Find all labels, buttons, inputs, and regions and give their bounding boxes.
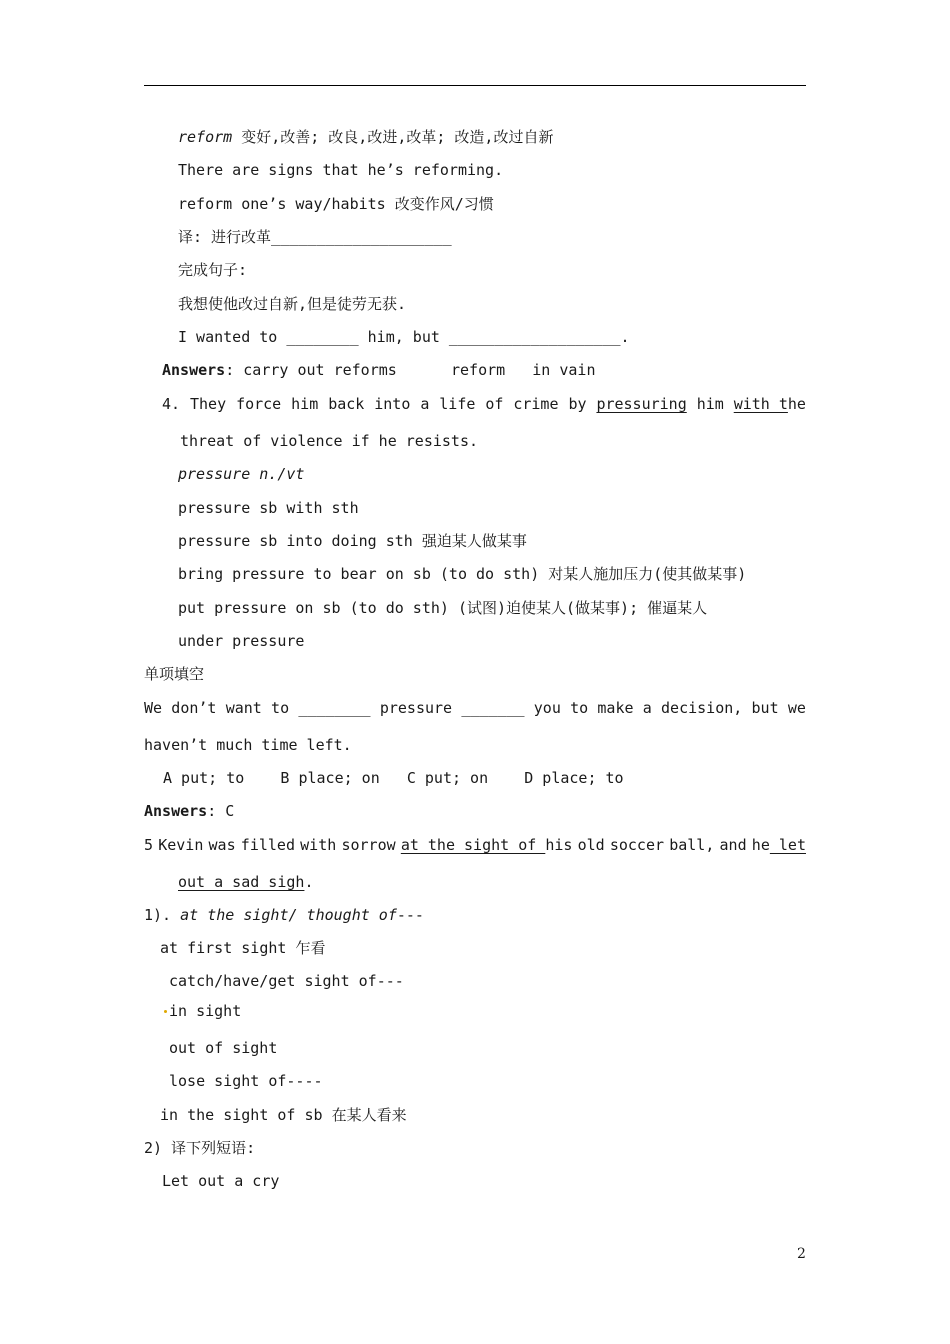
q4-word: They bbox=[190, 395, 227, 413]
marker-dot bbox=[164, 1010, 167, 1013]
mc-word: We bbox=[144, 699, 163, 717]
fill-blank-sentence: I wanted to ________ him, but ___________________. bbox=[178, 328, 630, 346]
period: . bbox=[304, 873, 314, 891]
mc-word: make bbox=[597, 699, 634, 717]
mc-word: you bbox=[533, 699, 561, 717]
question-5-line-1 bbox=[144, 835, 806, 855]
q5-word: 5 bbox=[144, 836, 154, 854]
header-rule bbox=[144, 85, 806, 86]
q4-word: by bbox=[568, 395, 587, 413]
q4-word: into bbox=[374, 395, 411, 413]
mc-question-line-2: haven’t much time left. bbox=[144, 736, 352, 754]
phrase-in-sight bbox=[164, 1001, 241, 1021]
subitem-2-heading: 2) 译下列短语: bbox=[144, 1139, 256, 1157]
chinese-sentence: 我想使他改过自新,但是徒劳无获. bbox=[178, 295, 407, 313]
mc-word: want bbox=[225, 699, 262, 717]
q5-word: and bbox=[719, 836, 747, 854]
mc-word: to bbox=[271, 699, 290, 717]
pressure-usage-5: under pressure bbox=[178, 632, 305, 650]
phrase-in-the-sight-of: in the sight of sb 在某人看来 bbox=[160, 1106, 407, 1124]
line-reform-definition bbox=[178, 127, 553, 147]
mc-blank: ________ bbox=[298, 699, 371, 717]
example-sentence: There are signs that he’s reforming. bbox=[178, 161, 504, 179]
q5-word: Kevin bbox=[158, 836, 204, 854]
underlined-let: let bbox=[769, 836, 806, 854]
pressure-usage-2: pressure sb into doing sth 强迫某人做某事 bbox=[178, 532, 527, 550]
pressure-usage-3: bring pressure to bear on sb (to do sth) 对某人施加压力(使其做某事) bbox=[178, 565, 747, 583]
mc-word: but bbox=[751, 699, 779, 717]
phrase-reform-ways: reform one’s way/habits 改变作风/习惯 bbox=[178, 195, 494, 213]
q4-word: he bbox=[787, 395, 806, 413]
q5-word: he bbox=[751, 836, 770, 854]
q4-word: life bbox=[439, 395, 476, 413]
phrase-catch-sight: catch/have/get sight of--- bbox=[169, 972, 404, 990]
answers-text: : carry out reforms reform in vain bbox=[225, 361, 596, 379]
q5-word: with bbox=[300, 836, 337, 854]
q4-word: 4. bbox=[162, 395, 181, 413]
mc-word: we bbox=[787, 699, 806, 717]
answers-text: : C bbox=[207, 802, 235, 820]
reform-meanings: 变好,改善; 改良,改进,改革; 改造,改过自新 bbox=[232, 128, 554, 146]
term-reform: reform bbox=[178, 128, 233, 146]
question-4-line-1 bbox=[162, 394, 806, 414]
mc-word: to bbox=[570, 699, 589, 717]
phrase-out-of-sight: out of sight bbox=[169, 1039, 278, 1057]
q4-word: back bbox=[328, 395, 365, 413]
page-number: 2 bbox=[797, 1246, 806, 1262]
underlined-with-the: with t bbox=[733, 395, 788, 413]
underlined-pressuring: pressuring bbox=[596, 395, 687, 413]
complete-sentence-heading: 完成句子: bbox=[178, 261, 248, 279]
answers-label: Answers bbox=[144, 802, 208, 820]
term-pressure: pressure n./vt bbox=[178, 465, 305, 483]
subitem-number: 1). bbox=[144, 906, 181, 924]
q4-word: a bbox=[420, 395, 430, 413]
mc-word: don’t bbox=[171, 699, 217, 717]
answers-line-1 bbox=[162, 360, 595, 380]
dashes: --- bbox=[396, 906, 424, 924]
phrase-at-first-sight: at first sight 乍看 bbox=[160, 939, 326, 957]
phrase-text: in sight bbox=[169, 1002, 242, 1020]
phrase-let-out-a-cry: Let out a cry bbox=[162, 1172, 280, 1190]
mc-word: pressure bbox=[379, 699, 453, 717]
underlined-at-the-sight-of: at the sight of bbox=[400, 836, 546, 854]
pressure-usage-4: put pressure on sb (to do sth) (试图)迫使某人(做某事); 催逼某人 bbox=[178, 599, 708, 617]
mc-word: a bbox=[642, 699, 652, 717]
q5-word: filled bbox=[240, 836, 295, 854]
subitem-1-heading bbox=[144, 905, 424, 925]
q5-word: ball, bbox=[669, 836, 715, 854]
translate-exercise: 译: 进行改革____________________ bbox=[178, 228, 452, 246]
mc-word: decision, bbox=[661, 699, 743, 717]
q4-word: force bbox=[236, 395, 282, 413]
underlined-out-a-sad-sigh: out a sad sigh bbox=[178, 873, 305, 891]
answers-label: Answers bbox=[162, 361, 226, 379]
q5-word: sorrow bbox=[341, 836, 396, 854]
answers-line-2 bbox=[144, 801, 234, 821]
q5-word: soccer bbox=[609, 836, 665, 854]
q5-word: was bbox=[208, 836, 236, 854]
question-5-line-2 bbox=[178, 872, 313, 892]
section-heading-multiple-choice: 单项填空 bbox=[144, 665, 205, 683]
mc-options: A put; to B place; on C put; on D place; to bbox=[163, 769, 624, 787]
q4-word: crime bbox=[513, 395, 559, 413]
q4-word: him bbox=[696, 395, 724, 413]
q5-word: his bbox=[545, 836, 573, 854]
mc-question-line-1 bbox=[144, 698, 806, 718]
pressure-usage-1: pressure sb with sth bbox=[178, 499, 359, 517]
q5-word: old bbox=[577, 836, 605, 854]
q4-word: of bbox=[485, 395, 504, 413]
phrase-lose-sight: lose sight of---- bbox=[169, 1072, 323, 1090]
term-at-the-sight: at the sight/ thought of bbox=[180, 906, 397, 924]
mc-blank: _______ bbox=[461, 699, 525, 717]
question-4-line-2: threat of violence if he resists. bbox=[180, 432, 479, 450]
q4-word: him bbox=[291, 395, 319, 413]
